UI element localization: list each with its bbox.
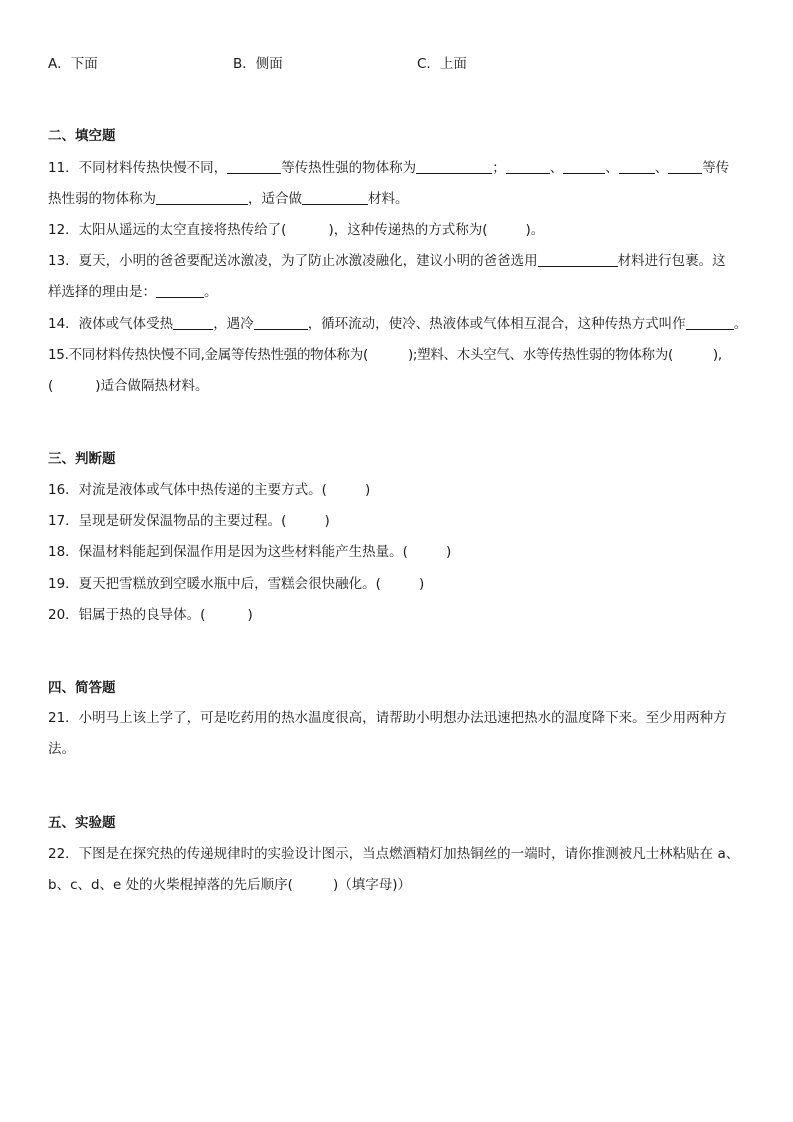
question-21: 21．小明马上该上学了，可是吃药用的热水温度很高，请帮助小明想办法迅速把热水的温度降下来。至少用两种方法。 [48,710,727,757]
q13-text-3: 样选择的理由是： [48,284,156,300]
q11-blank-7[interactable] [156,190,248,205]
question-15-cont [48,377,209,395]
q11-sep-1: 、 [549,160,564,176]
q15-text-1: 15.不同材料传热快慢不同,金属等传热性强的物体称为( [48,347,368,363]
question-15 [48,346,722,364]
question-16 [48,481,370,499]
question-20 [48,606,253,624]
section-fill-heading: 二、填空题 [48,128,116,144]
q20-close: ) [247,607,253,623]
q14-blank-3[interactable] [686,315,734,330]
q11-sep-3: 、 [654,160,669,176]
q15-text-3: ), [712,347,722,363]
q11-blank-1[interactable] [227,159,281,174]
question-12 [48,221,544,239]
option-a: A．下面 [48,56,98,72]
q11-text-2: 等传热性强的物体称为 [281,160,417,176]
question-17 [48,512,330,530]
q14-text-1: 14．液体或气体受热 [48,316,174,332]
q11-blank-2[interactable] [416,159,492,174]
q15-text-2: );塑料、木头空气、水等传热性弱的物体称为( [407,347,673,363]
q11-blank-6[interactable] [668,159,702,174]
q12-text-3: )。 [525,222,545,238]
q11-blank-5[interactable] [619,159,655,174]
q14-text-3: ，循环流动，使冷、热液体或气体相互混合，这种传热方式叫作 [307,316,686,332]
q11-text-4: 等传 [702,160,730,176]
question-13 [48,246,748,308]
q11-text-3: ； [492,160,506,176]
q12-text-1: 12．太阳从遥远的太空直接将热传给了( [48,222,287,238]
q11-text-1: 11．不同材料传热快慢不同， [48,160,228,176]
question-22 [48,839,748,901]
q15-text-4: ( [48,378,54,394]
q11-text-7: 材料。 [368,191,409,207]
q20-text: 20．铝属于热的良导体。( [48,607,206,623]
option-b: B．侧面 [233,56,283,72]
q11-text-6: ，适合做 [248,191,302,207]
section-judge-heading: 三、判断题 [48,451,116,467]
section-exp-heading: 五、实验题 [48,815,116,831]
q13-text-4: 。 [204,284,218,300]
question-11 [48,153,748,215]
q17-text: 17．呈现是研发保温物品的主要过程。( [48,513,287,529]
q13-text-2: 材料进行包裹。这 [617,253,726,269]
q14-text-2: ，遇冷 [213,316,254,332]
q13-blank-2[interactable] [156,283,204,298]
q19-text: 19．夏天把雪糕放到空暖水瓶中后，雪糕会很快融化。( [48,576,381,592]
q12-text-2: )，这种传递热的方式称为( [328,222,488,238]
q13-text-1: 13．夏天，小明的爸爸要配送冰激凌，为了防止冰激凌融化，建议小明的爸爸选用 [48,253,538,269]
q11-text-5: 热性弱的物体称为 [48,191,156,207]
question-19 [48,575,424,593]
section-short-heading: 四、简答题 [48,680,116,696]
q11-blank-4[interactable] [563,159,605,174]
q17-close: ) [324,513,330,529]
option-c: C．上面 [417,56,467,72]
question-14 [48,315,747,333]
q14-text-4: 。 [733,316,748,332]
q18-text: 18．保温材料能起到保温作用是因为这些材料能产生热量。( [48,544,408,560]
q15-text-5: )适合做隔热材料。 [95,378,209,394]
q13-blank-1[interactable] [538,252,618,267]
q11-sep-2: 、 [605,160,619,176]
q19-close: ) [418,576,425,592]
q22-tail: )（填字母)） [332,877,411,893]
q14-blank-2[interactable] [254,315,308,330]
question-18 [48,543,451,561]
q22-text: 22．下图是在探究热的传递规律时的实验设计图示，当点燃酒精灯加热铜丝的一端时，请你推测被凡士林粘贴在 a、b、c、d、e 处的火柴棍掉落的先后顺序( [48,846,740,893]
q16-text: 16．对流是液体或气体中热传递的主要方式。( [48,482,327,498]
q14-blank-1[interactable] [173,315,213,330]
q11-blank-8[interactable] [302,190,368,205]
q18-close: ) [445,544,452,560]
q11-blank-3[interactable] [506,159,550,174]
q16-close: ) [364,482,371,498]
